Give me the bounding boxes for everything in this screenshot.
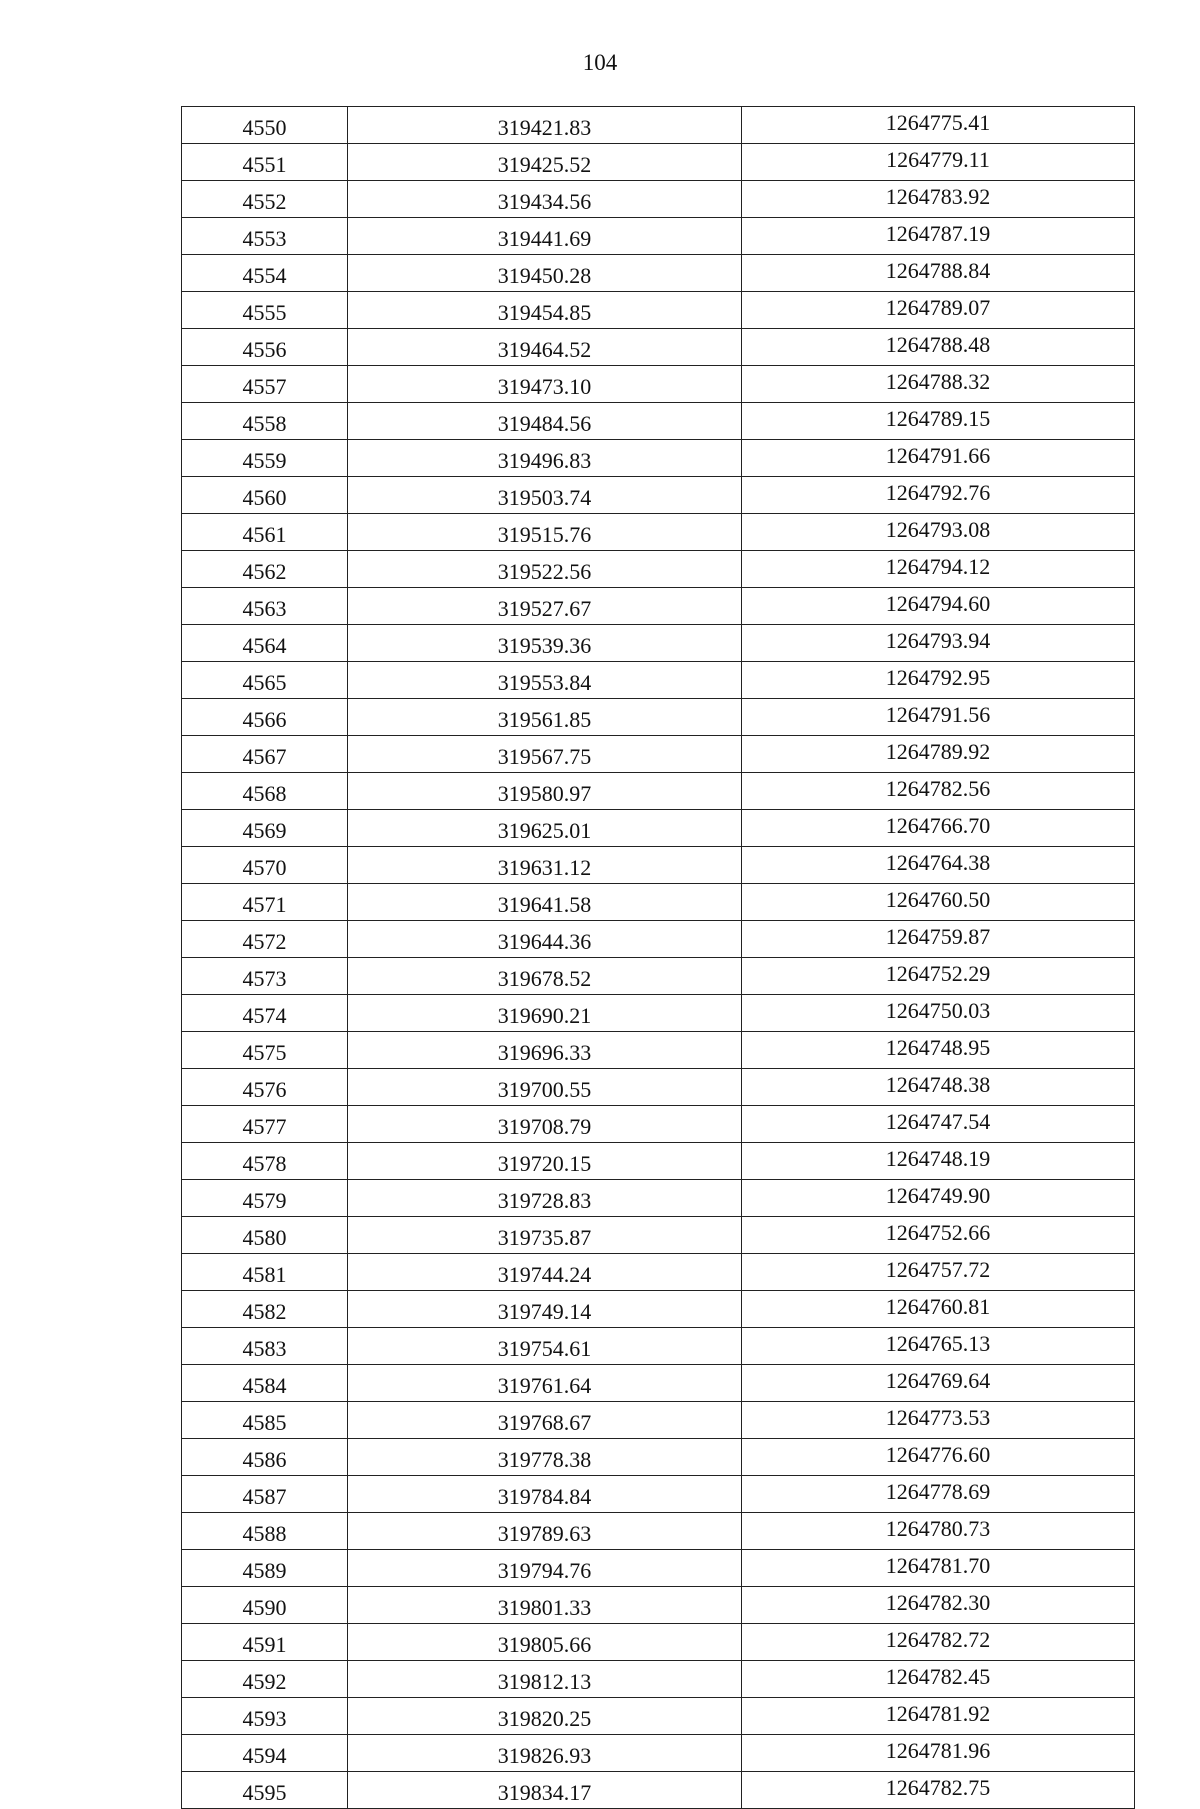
y-coordinate-cell: 1264791.66 [742, 440, 1135, 477]
table-row [182, 921, 1135, 958]
table-row [182, 107, 1135, 144]
x-coordinate-cell: 319735.87 [348, 1217, 742, 1254]
point-number-cell: 4572 [182, 921, 348, 958]
y-coordinate-cell: 1264780.73 [742, 1513, 1135, 1550]
point-number-cell: 4578 [182, 1143, 348, 1180]
point-number-cell: 4575 [182, 1032, 348, 1069]
table-row [182, 625, 1135, 662]
point-number-cell: 4582 [182, 1291, 348, 1328]
x-coordinate-cell: 319644.36 [348, 921, 742, 958]
table-row [182, 1180, 1135, 1217]
point-number-cell: 4561 [182, 514, 348, 551]
y-coordinate-cell: 1264789.92 [742, 736, 1135, 773]
point-number-cell: 4568 [182, 773, 348, 810]
y-coordinate-cell: 1264765.13 [742, 1328, 1135, 1365]
table-row [182, 144, 1135, 181]
table-row [182, 514, 1135, 551]
y-coordinate-cell: 1264760.81 [742, 1291, 1135, 1328]
table-row [182, 958, 1135, 995]
table-row [182, 292, 1135, 329]
point-number-cell: 4569 [182, 810, 348, 847]
table-row [182, 477, 1135, 514]
x-coordinate-cell: 319834.17 [348, 1772, 742, 1809]
x-coordinate-cell: 319784.84 [348, 1476, 742, 1513]
table-row [182, 255, 1135, 292]
y-coordinate-cell: 1264781.70 [742, 1550, 1135, 1587]
table-row [182, 662, 1135, 699]
x-coordinate-cell: 319805.66 [348, 1624, 742, 1661]
x-coordinate-cell: 319690.21 [348, 995, 742, 1032]
y-coordinate-cell: 1264792.95 [742, 662, 1135, 699]
table-row [182, 1698, 1135, 1735]
x-coordinate-cell: 319450.28 [348, 255, 742, 292]
x-coordinate-cell: 319464.52 [348, 329, 742, 366]
table-row [182, 551, 1135, 588]
point-number-cell: 4577 [182, 1106, 348, 1143]
y-coordinate-cell: 1264788.48 [742, 329, 1135, 366]
table-row [182, 1106, 1135, 1143]
y-coordinate-cell: 1264749.90 [742, 1180, 1135, 1217]
point-number-cell: 4562 [182, 551, 348, 588]
x-coordinate-cell: 319754.61 [348, 1328, 742, 1365]
x-coordinate-cell: 319580.97 [348, 773, 742, 810]
x-coordinate-cell: 319522.56 [348, 551, 742, 588]
table-row [182, 699, 1135, 736]
y-coordinate-cell: 1264779.11 [742, 144, 1135, 181]
table-row [182, 810, 1135, 847]
y-coordinate-cell: 1264750.03 [742, 995, 1135, 1032]
point-number-cell: 4556 [182, 329, 348, 366]
x-coordinate-cell: 319496.83 [348, 440, 742, 477]
x-coordinate-cell: 319561.85 [348, 699, 742, 736]
x-coordinate-cell: 319744.24 [348, 1254, 742, 1291]
x-coordinate-cell: 319678.52 [348, 958, 742, 995]
x-coordinate-cell: 319820.25 [348, 1698, 742, 1735]
y-coordinate-cell: 1264760.50 [742, 884, 1135, 921]
point-number-cell: 4592 [182, 1661, 348, 1698]
y-coordinate-cell: 1264782.45 [742, 1661, 1135, 1698]
x-coordinate-cell: 319421.83 [348, 107, 742, 144]
table-row [182, 1772, 1135, 1809]
y-coordinate-cell: 1264775.41 [742, 107, 1135, 144]
point-number-cell: 4550 [182, 107, 348, 144]
point-number-cell: 4554 [182, 255, 348, 292]
table-row [182, 773, 1135, 810]
x-coordinate-cell: 319515.76 [348, 514, 742, 551]
point-number-cell: 4563 [182, 588, 348, 625]
table-row [182, 1365, 1135, 1402]
y-coordinate-cell: 1264794.60 [742, 588, 1135, 625]
y-coordinate-cell: 1264792.76 [742, 477, 1135, 514]
point-number-cell: 4566 [182, 699, 348, 736]
x-coordinate-cell: 319749.14 [348, 1291, 742, 1328]
table-row [182, 403, 1135, 440]
table-row [182, 329, 1135, 366]
y-coordinate-cell: 1264752.66 [742, 1217, 1135, 1254]
x-coordinate-cell: 319812.13 [348, 1661, 742, 1698]
table-row [182, 1069, 1135, 1106]
x-coordinate-cell: 319696.33 [348, 1032, 742, 1069]
point-number-cell: 4564 [182, 625, 348, 662]
y-coordinate-cell: 1264783.92 [742, 181, 1135, 218]
y-coordinate-cell: 1264748.95 [742, 1032, 1135, 1069]
point-number-cell: 4579 [182, 1180, 348, 1217]
point-number-cell: 4560 [182, 477, 348, 514]
x-coordinate-cell: 319441.69 [348, 218, 742, 255]
point-number-cell: 4573 [182, 958, 348, 995]
point-number-cell: 4558 [182, 403, 348, 440]
point-number-cell: 4588 [182, 1513, 348, 1550]
x-coordinate-cell: 319553.84 [348, 662, 742, 699]
table-row [182, 995, 1135, 1032]
table-row [182, 884, 1135, 921]
table-row [182, 1254, 1135, 1291]
y-coordinate-cell: 1264747.54 [742, 1106, 1135, 1143]
point-number-cell: 4555 [182, 292, 348, 329]
y-coordinate-cell: 1264776.60 [742, 1439, 1135, 1476]
y-coordinate-cell: 1264748.19 [742, 1143, 1135, 1180]
table-row [182, 1032, 1135, 1069]
x-coordinate-cell: 319789.63 [348, 1513, 742, 1550]
point-number-cell: 4587 [182, 1476, 348, 1513]
y-coordinate-cell: 1264782.75 [742, 1772, 1135, 1809]
y-coordinate-cell: 1264788.84 [742, 255, 1135, 292]
x-coordinate-cell: 319631.12 [348, 847, 742, 884]
table-row [182, 1550, 1135, 1587]
y-coordinate-cell: 1264781.96 [742, 1735, 1135, 1772]
point-number-cell: 4574 [182, 995, 348, 1032]
y-coordinate-cell: 1264789.07 [742, 292, 1135, 329]
x-coordinate-cell: 319484.56 [348, 403, 742, 440]
table-row [182, 1735, 1135, 1772]
x-coordinate-cell: 319527.67 [348, 588, 742, 625]
x-coordinate-cell: 319720.15 [348, 1143, 742, 1180]
x-coordinate-cell: 319454.85 [348, 292, 742, 329]
point-number-cell: 4576 [182, 1069, 348, 1106]
point-number-cell: 4586 [182, 1439, 348, 1476]
point-number-cell: 4585 [182, 1402, 348, 1439]
table-row [182, 1476, 1135, 1513]
point-number-cell: 4551 [182, 144, 348, 181]
y-coordinate-cell: 1264782.30 [742, 1587, 1135, 1624]
x-coordinate-cell: 319567.75 [348, 736, 742, 773]
x-coordinate-cell: 319641.58 [348, 884, 742, 921]
x-coordinate-cell: 319434.56 [348, 181, 742, 218]
y-coordinate-cell: 1264787.19 [742, 218, 1135, 255]
table-row [182, 218, 1135, 255]
y-coordinate-cell: 1264748.38 [742, 1069, 1135, 1106]
coordinates-table-body [182, 107, 1135, 1809]
point-number-cell: 4595 [182, 1772, 348, 1809]
x-coordinate-cell: 319503.74 [348, 477, 742, 514]
table-row [182, 1143, 1135, 1180]
table-row [182, 1217, 1135, 1254]
point-number-cell: 4559 [182, 440, 348, 477]
table-row [182, 1439, 1135, 1476]
x-coordinate-cell: 319768.67 [348, 1402, 742, 1439]
point-number-cell: 4552 [182, 181, 348, 218]
point-number-cell: 4571 [182, 884, 348, 921]
y-coordinate-cell: 1264794.12 [742, 551, 1135, 588]
x-coordinate-cell: 319794.76 [348, 1550, 742, 1587]
y-coordinate-cell: 1264782.72 [742, 1624, 1135, 1661]
table-row [182, 588, 1135, 625]
x-coordinate-cell: 319700.55 [348, 1069, 742, 1106]
y-coordinate-cell: 1264793.08 [742, 514, 1135, 551]
point-number-cell: 4589 [182, 1550, 348, 1587]
table-row [182, 736, 1135, 773]
x-coordinate-cell: 319539.36 [348, 625, 742, 662]
point-number-cell: 4581 [182, 1254, 348, 1291]
x-coordinate-cell: 319761.64 [348, 1365, 742, 1402]
point-number-cell: 4584 [182, 1365, 348, 1402]
point-number-cell: 4594 [182, 1735, 348, 1772]
y-coordinate-cell: 1264764.38 [742, 847, 1135, 884]
y-coordinate-cell: 1264789.15 [742, 403, 1135, 440]
x-coordinate-cell: 319728.83 [348, 1180, 742, 1217]
x-coordinate-cell: 319801.33 [348, 1587, 742, 1624]
y-coordinate-cell: 1264782.56 [742, 773, 1135, 810]
point-number-cell: 4570 [182, 847, 348, 884]
y-coordinate-cell: 1264778.69 [742, 1476, 1135, 1513]
point-number-cell: 4557 [182, 366, 348, 403]
x-coordinate-cell: 319708.79 [348, 1106, 742, 1143]
y-coordinate-cell: 1264791.56 [742, 699, 1135, 736]
y-coordinate-cell: 1264793.94 [742, 625, 1135, 662]
point-number-cell: 4583 [182, 1328, 348, 1365]
table-row [182, 1587, 1135, 1624]
y-coordinate-cell: 1264773.53 [742, 1402, 1135, 1439]
table-row [182, 1513, 1135, 1550]
y-coordinate-cell: 1264759.87 [742, 921, 1135, 958]
table-row [182, 847, 1135, 884]
y-coordinate-cell: 1264766.70 [742, 810, 1135, 847]
y-coordinate-cell: 1264788.32 [742, 366, 1135, 403]
table-row [182, 440, 1135, 477]
table-row [182, 1328, 1135, 1365]
table-row [182, 1624, 1135, 1661]
point-number-cell: 4580 [182, 1217, 348, 1254]
y-coordinate-cell: 1264769.64 [742, 1365, 1135, 1402]
page-number: 104 [582, 50, 618, 75]
point-number-cell: 4553 [182, 218, 348, 255]
x-coordinate-cell: 319473.10 [348, 366, 742, 403]
point-number-cell: 4565 [182, 662, 348, 699]
point-number-cell: 4591 [182, 1624, 348, 1661]
y-coordinate-cell: 1264757.72 [742, 1254, 1135, 1291]
table-row [182, 1661, 1135, 1698]
table-row [182, 1291, 1135, 1328]
x-coordinate-cell: 319778.38 [348, 1439, 742, 1476]
coordinates-table [181, 106, 1135, 1809]
point-number-cell: 4593 [182, 1698, 348, 1735]
x-coordinate-cell: 319625.01 [348, 810, 742, 847]
y-coordinate-cell: 1264781.92 [742, 1698, 1135, 1735]
y-coordinate-cell: 1264752.29 [742, 958, 1135, 995]
table-row [182, 181, 1135, 218]
table-row [182, 1402, 1135, 1439]
point-number-cell: 4590 [182, 1587, 348, 1624]
x-coordinate-cell: 319826.93 [348, 1735, 742, 1772]
table-row [182, 366, 1135, 403]
x-coordinate-cell: 319425.52 [348, 144, 742, 181]
point-number-cell: 4567 [182, 736, 348, 773]
